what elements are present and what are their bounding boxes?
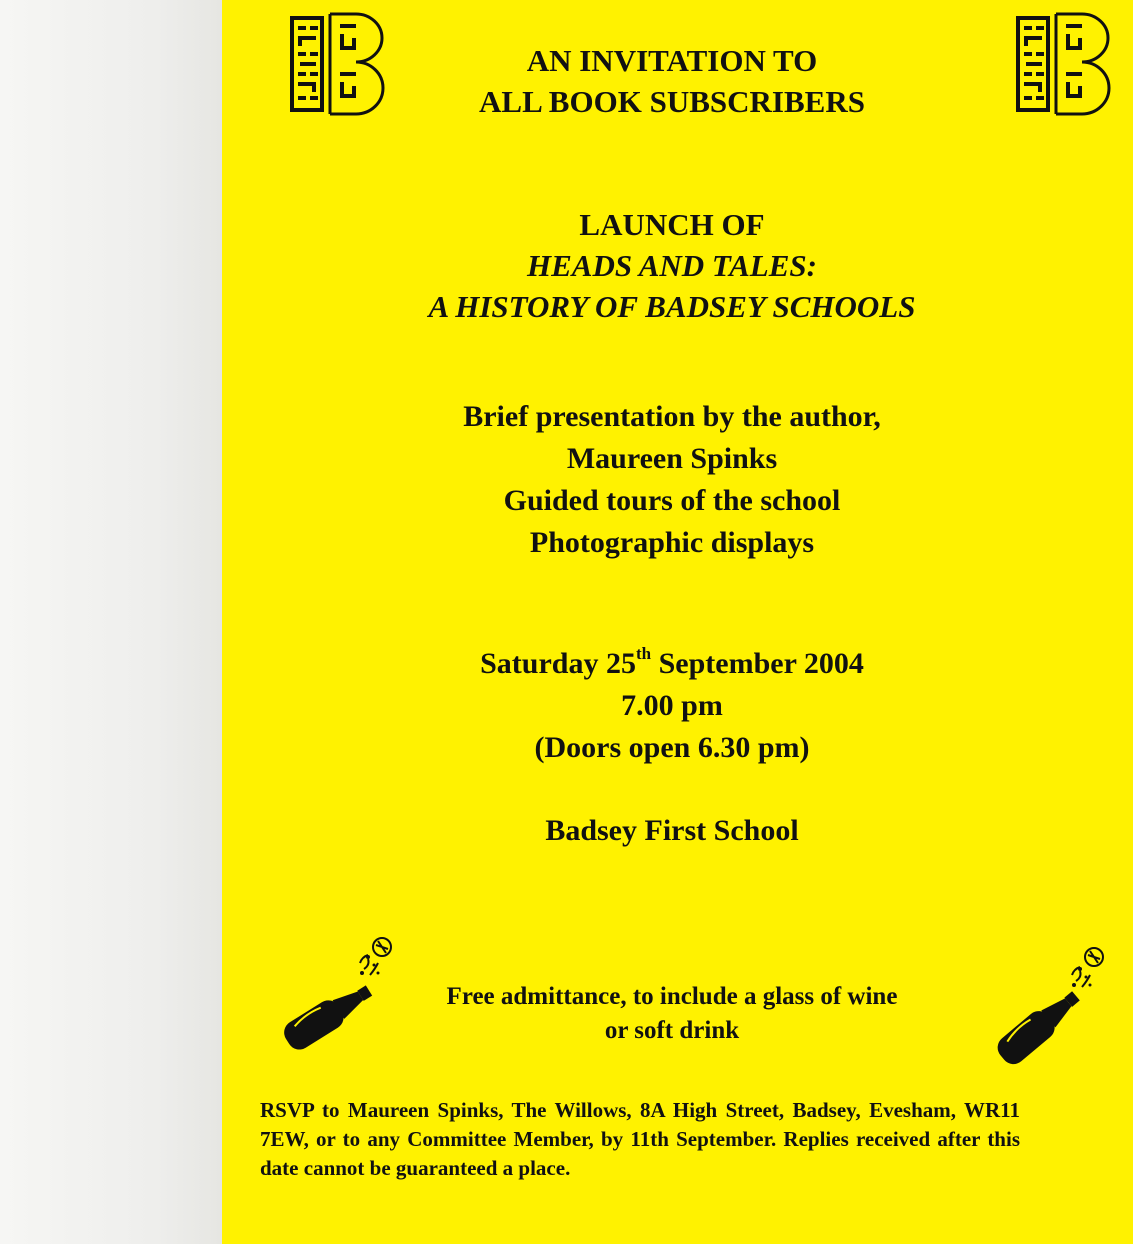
program-item: Brief presentation by the author, [463,400,881,433]
book-launch-title [322,204,1022,327]
event-venue: Badsey First School [545,814,799,847]
event-program [322,396,1022,564]
event-time: 7.00 pm [621,689,723,722]
invitation-header [372,40,972,122]
event-date [322,643,1022,685]
badsey-society-logo-icon [1012,10,1120,118]
header-line: AN INVITATION TO [526,43,818,78]
invitation-flyer [222,0,1133,1244]
book-title-line: A HISTORY OF BADSEY SCHOOLS [428,289,916,324]
admission-line: Free admittance, to include a glass of wine [446,983,898,1010]
event-date-month-year: September 2004 [651,647,864,680]
program-item: Photographic displays [529,526,815,559]
book-title-line: HEADS AND TALES: [527,248,817,283]
event-date-day: Saturday 25 [480,647,636,680]
header-line: ALL BOOK SUBSCRIBERS [479,84,865,119]
program-item: Guided tours of the school [503,484,841,517]
rsvp-details: RSVP to Maureen Spinks, The Willows, 8A High Street, Badsey, Evesham, WR11 7EW, or to any Committee Member, by 11th September. Replies received after this date cannot be guaranteed a place. [260,1098,1020,1180]
event-date-ordinal: th [635,644,652,663]
admission-info [372,980,972,1048]
admission-line: or soft drink [604,1017,740,1044]
program-item: Maureen Spinks [566,442,778,475]
launch-label: LAUNCH OF [579,207,765,242]
event-datetime [322,643,1022,769]
doors-open-time: (Doors open 6.30 pm) [534,731,810,764]
champagne-bottle-icon [982,945,1107,1065]
scan-margin [0,0,222,1244]
